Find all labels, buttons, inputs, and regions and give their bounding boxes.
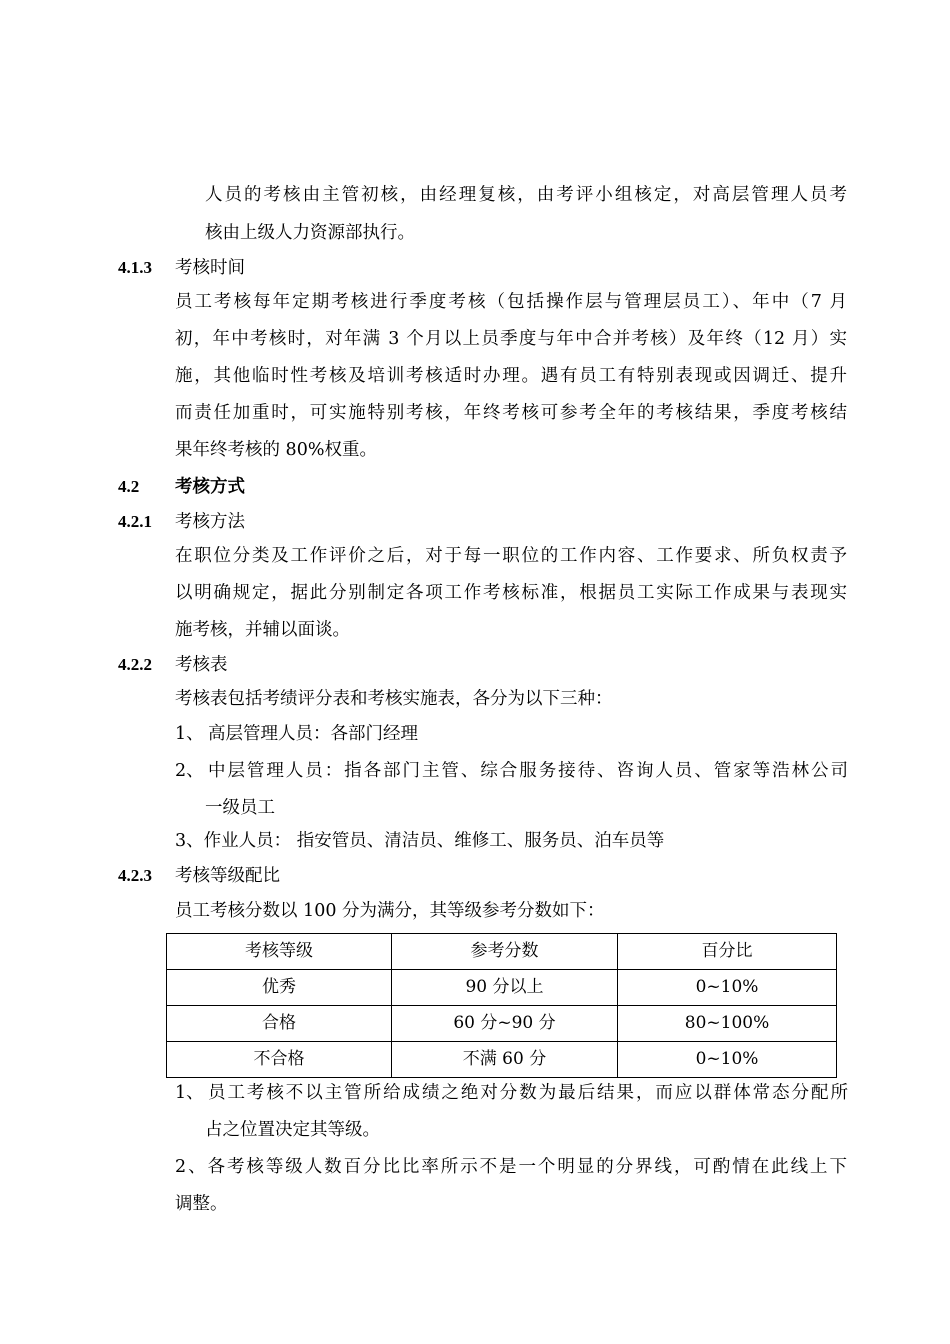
paragraph-line: 以明确规定，据此分别制定各项工作考核标准，根据员工实际工作成果与表现实 — [175, 583, 847, 603]
table-cell: 80~100% — [618, 1006, 837, 1042]
paragraph-line: 而责任加重时，可实施特别考核，年终考核可参考全年的考核结果，季度考核结 — [175, 403, 847, 423]
grade-table — [166, 933, 837, 1078]
table-cell: 90 分以上 — [392, 970, 618, 1006]
list-item: 中层管理人员：指各部门主管、综合服务接待、咨询人员、管家等浩林公司 — [208, 761, 848, 781]
paragraph-line: 初，年中考核时，对年满 3 个月以上员季度与年中合并考核）及年终（12 月）实 — [175, 329, 847, 349]
section-number: 4.2.1 — [118, 512, 152, 531]
note-line: 调整。 — [175, 1194, 228, 1214]
table-row — [167, 1042, 837, 1078]
note-line: 占之位置决定其等级。 — [205, 1120, 380, 1140]
table-header-row — [167, 934, 837, 970]
table-header-cell: 百分比 — [618, 934, 837, 970]
note-line: 员工考核不以主管所给成绩之绝对分数为最后结果，而应以群体常态分配所 — [208, 1083, 848, 1103]
section-number: 4.2.2 — [118, 655, 152, 674]
paragraph-line: 在职位分类及工作评价之后，对于每一职位的工作内容、工作要求、所负权责予 — [175, 546, 847, 566]
list-item: 3、作业人员： 指安管员、清洁员、维修工、服务员、泊车员等 — [175, 831, 665, 851]
table-header-cell: 考核等级 — [167, 934, 392, 970]
paragraph-line: 施考核，并辅以面谈。 — [175, 620, 350, 640]
table-cell: 不合格 — [167, 1042, 392, 1078]
table-header-cell: 参考分数 — [392, 934, 618, 970]
table-cell: 不满 60 分 — [392, 1042, 618, 1078]
section-heading: 考核方式 — [175, 477, 245, 497]
table-cell: 合格 — [167, 1006, 392, 1042]
intro-line: 人员的考核由主管初核，由经理复核，由考评小组核定，对高层管理人员考 — [205, 185, 847, 205]
table-cell: 60 分~90 分 — [392, 1006, 618, 1042]
table-cell: 0~10% — [618, 1042, 837, 1078]
paragraph-line: 考核表包括考绩评分表和考核实施表，各分为以下三种： — [175, 689, 613, 709]
section-number: 4.1.3 — [118, 258, 152, 277]
paragraph-line: 果年终考核的 80%权重。 — [175, 440, 377, 460]
section-title: 考核表 — [175, 655, 228, 675]
paragraph-line: 员工考核每年定期考核进行季度考核（包括操作层与管理层员工）、年中（7 月 — [175, 292, 847, 312]
table-cell: 0~10% — [618, 970, 837, 1006]
list-item-continuation: 一级员工 — [205, 798, 275, 818]
list-number: 2、 — [175, 761, 204, 781]
list-number: 1、 — [175, 724, 204, 744]
section-number: 4.2 — [118, 477, 140, 496]
table-cell: 优秀 — [167, 970, 392, 1006]
section-title: 考核等级配比 — [175, 866, 280, 886]
table-row — [167, 970, 837, 1006]
section-title: 考核方法 — [175, 512, 245, 532]
paragraph-line: 员工考核分数以 100 分为满分，其等级参考分数如下： — [175, 901, 605, 921]
intro-line: 核由上级人力资源部执行。 — [205, 223, 415, 243]
list-item: 高层管理人员：各部门经理 — [208, 724, 418, 744]
section-number: 4.2.3 — [118, 866, 152, 885]
paragraph-line: 施，其他临时性考核及培训考核适时办理。遇有员工有特别表现或因调迁、提升 — [175, 366, 847, 386]
note-line: 2、各考核等级人数百分比比率所示不是一个明显的分界线，可酌情在此线上下 — [175, 1157, 847, 1177]
table-row — [167, 1006, 837, 1042]
list-number: 1、 — [175, 1083, 204, 1103]
section-title: 考核时间 — [175, 258, 245, 278]
